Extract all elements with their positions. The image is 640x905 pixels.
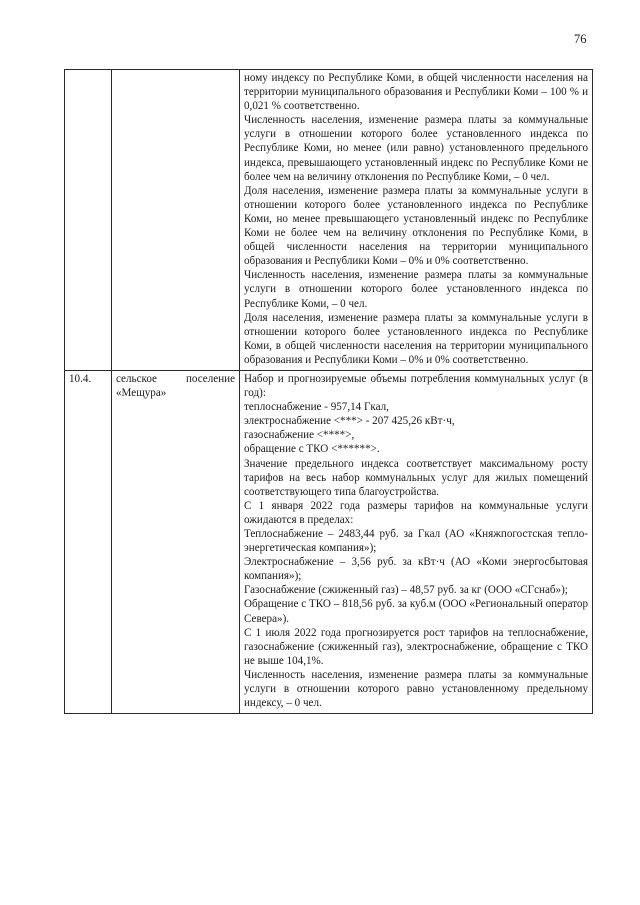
row-number-cell: 10.4. — [65, 370, 112, 713]
settlement-cell — [112, 370, 240, 713]
paragraph: ному индексу по Республике Коми, в общей численности населения на территории муниципального образования и Республики Коми – 100 % и 0,021 % соответственно. — [244, 72, 588, 113]
paragraph: теплоснабжение - 957,14 Гкал, — [244, 401, 389, 414]
paragraph: С 1 июля 2022 года прогнозируется рост тарифов на теплоснабжение, газоснабжение (сжиженный газ), электроснабжение, обращение с ТКО не выше 104,1%. — [244, 626, 588, 667]
paragraph: Доля населения, изменение размера платы за коммунальные услуги в отношении которого более установленного индекса по Республике Коми, в общей численности населения на территории муниципального образования и Республики Коми – 0% и 0% соответственно. — [244, 311, 588, 366]
paragraph: Обращение с ТКО – 818,56 руб. за куб.м (ООО «Региональный оператор Севера»). — [244, 598, 588, 625]
document-table — [64, 69, 593, 714]
paragraph: Электроснабжение – 3,56 руб. за кВт·ч (АО «Коми энергосбытовая компания»); — [244, 556, 588, 583]
description-cell — [240, 370, 593, 713]
paragraph: электроснабжение <***> - 207 425,26 кВт·ч, — [244, 415, 455, 428]
paragraph: Численность населения, изменение размера платы за коммунальные услуги в отношении которого более установленного индекса по Республике Коми, но менее (или равно) установленного предельного индекса, превышающего установленный индекс по Республике Коми не более чем на величину отклонения по Республике Коми, – 0 чел. — [244, 114, 588, 183]
paragraph: Доля населения, изменение размера платы за коммунальные услуги в отношении которого более установленного индекса по Республике Коми, но менее превышающего установленный индекс по Республике Коми не более чем на величину отклонения по Республике Коми, в общей численности населения на территории муниципального образования и Республики Коми – 0% и 0% соответственно. — [244, 184, 588, 268]
paragraph: Набор и прогнозируемые объемы потребления коммунальных услуг (в год): — [244, 372, 588, 400]
settlement-type: сельское поселение — [116, 372, 235, 385]
paragraph: Численность населения, изменение размера платы за коммунальные услуги в отношении которого равно установленному предельному индексу, – 0 чел. — [244, 668, 588, 710]
row-number-cell — [65, 70, 112, 371]
paragraph: Теплоснабжение – 2483,44 руб. за Гкал (АО «Княжпогостская тепло-энергетическая компания»); — [244, 528, 588, 555]
settlement-name: «Мещура» — [116, 387, 167, 400]
settlement-cell — [112, 70, 240, 371]
table-row — [65, 370, 593, 713]
table-row — [65, 70, 593, 371]
paragraph: Газоснабжение (сжиженный газ) – 48,57 руб. за кг (ООО «СГснаб»); — [244, 584, 568, 597]
paragraph: обращение с ТКО <******>. — [244, 443, 380, 456]
description-cell — [240, 70, 593, 371]
page-number: 76 — [574, 32, 587, 46]
paragraph: С 1 января 2022 года размеры тарифов на коммунальные услуги ожидаются в пределах: — [244, 499, 588, 526]
paragraph: газоснабжение <****>, — [244, 429, 355, 442]
paragraph: Значение предельного индекса соответствует максимальному росту тарифов на весь набор коммунальных услуг для жилых помещений соответствующего типа благоустройства. — [244, 457, 588, 498]
paragraph: Численность населения, изменение размера платы за коммунальные услуги в отношении которого более установленного индекса по Республике Коми, – 0 чел. — [244, 269, 588, 310]
